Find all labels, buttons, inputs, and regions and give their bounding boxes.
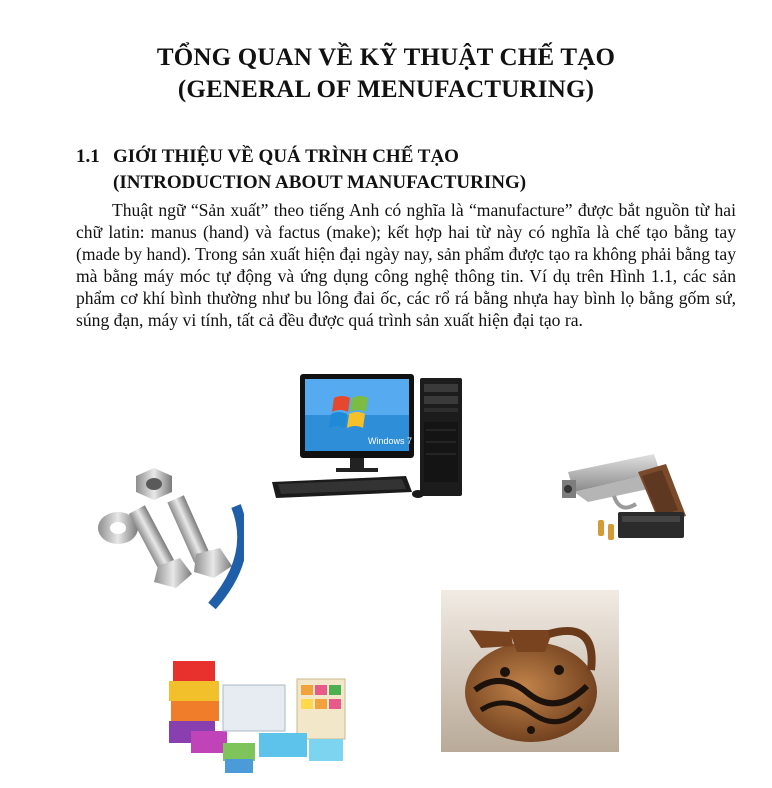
page-title-line2: (GENERAL OF MENUFACTURING) xyxy=(177,76,595,103)
plastic-baskets-image xyxy=(163,655,353,783)
pistol-image xyxy=(558,432,706,552)
section-title-en: (INTRODUCTION ABOUT MANUFACTURING) xyxy=(113,172,527,193)
intro-paragraph: Thuật ngữ “Sản xuất” theo tiếng Anh có nghĩa là “manufacture” được bắt nguồn từ hai chữ latin: manus (hand) và factus (make); kết hợp hai từ này có nghĩa là chế tạo bằng tay (made by hand). Trong sản xuất hiện đại ngày nay, sản phẩm được tạo ra không phải bằng tay mà bằng máy móc tự động và ứng dụng công nghệ thông tin. Ví dụ trên Hình 1.1, các sản phẩm cơ khí bình thường như bu lông đai ốc, các rổ rá bằng nhựa hay bình lọ bằng gốm sứ, súng đạn, máy vi tính, tất cả đều được quá trình sản xuất hiện đại tạo ra. xyxy=(76,200,736,330)
windows-logo-text: Windows 7 xyxy=(368,436,413,446)
pottery-vase-image xyxy=(441,590,619,752)
page-title-line1: TỔNG QUAN VỀ KỸ THUẬT CHẾ TẠO xyxy=(156,44,616,71)
bolts-and-nuts-image xyxy=(96,466,244,616)
section-title-vi: GIỚI THIỆU VỀ QUÁ TRÌNH CHẾ TẠO xyxy=(113,146,459,167)
section-number: 1.1 xyxy=(76,146,100,167)
computer-image xyxy=(272,372,508,504)
